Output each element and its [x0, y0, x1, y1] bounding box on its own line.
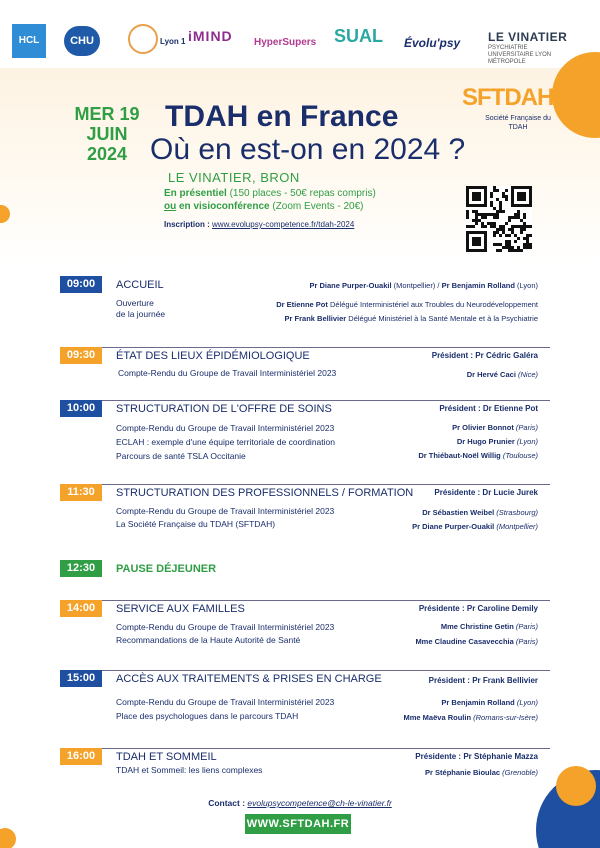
vinatier-logo: LE VINATIER [488, 30, 568, 44]
vinatier-logo-subtitle: PSYCHIATRIE UNIVERSITAIRE LYON MÉTROPOLE [488, 45, 552, 65]
date-day: MER 19 [74, 104, 140, 124]
lyon1-logo-text: Lyon 1 [160, 37, 186, 46]
session-topic: ECLAH : exemple d'une équipe territoriale de coordination [116, 437, 335, 447]
speaker: Mme Claudine Casavecchia (Paris) [415, 637, 538, 646]
session-topic: Compte-Rendu du Groupe de Travail Interministériel 2023 [116, 506, 335, 516]
registration-link[interactable]: www.evolupsy-competence.fr/tdah-2024 [212, 220, 355, 229]
hcl-logo: HCL [12, 24, 46, 58]
page-title: TDAH en France [165, 100, 399, 133]
imind-logo: iMIND [188, 28, 233, 44]
event-date [62, 104, 152, 164]
session-topic: Recommandations de la Haute Autorité de Santé [116, 635, 301, 645]
decor-circle-icon [0, 828, 16, 848]
evolupsy-logo: Évolu'psy [404, 36, 461, 50]
sftdah-logo: SFTDAH [462, 84, 554, 111]
session-topic: La Société Française du TDAH (SFTDAH) [116, 519, 276, 529]
session-title: STRUCTURATION DE L'OFFRE DE SOINS [116, 403, 332, 415]
contact: Contact : evolupsycompetence@ch-le-vinatier.fr [208, 798, 392, 808]
divider [102, 347, 550, 348]
speaker: Dr Sébastien Weibel (Strasbourg) [422, 508, 538, 517]
time-badge: 09:00 [60, 276, 102, 293]
session-title: ACCÈS AUX TRAITEMENTS & PRISES EN CHARGE [116, 673, 382, 685]
chu-logo: CHU [64, 26, 100, 56]
session-president: Présidente : Dr Lucie Jurek [434, 488, 538, 497]
session-president: Président : Pr Cédric Galéra [431, 351, 538, 360]
divider [102, 600, 550, 601]
time-badge: 12:30 [60, 560, 102, 577]
page-subtitle: Où en est-on en 2024 ? [150, 133, 466, 166]
session-president: Président : Pr Frank Bellivier [428, 676, 538, 685]
speaker: Pr Diane Purper-Ouakil (Montpellier) / Pr Benjamin Rolland (Lyon) [309, 281, 538, 290]
speaker: Mme Christine Getin (Paris) [440, 622, 538, 631]
contact-email[interactable]: evolupsycompetence@ch-le-vinatier.fr [247, 798, 392, 808]
session-topic: TDAH et Sommeil: les liens complexes [116, 765, 263, 775]
time-badge: 11:30 [60, 484, 102, 501]
session-topic: de la journée [116, 309, 166, 319]
speaker: Dr Hervé Caci (Nice) [466, 370, 538, 379]
speaker: Pr Frank Bellivier Délégué Ministériel à la Santé Mentale et à la Psychiatrie [284, 314, 538, 323]
venue: LE VINATIER, BRON [168, 170, 300, 185]
sual-logo: SUAL [334, 26, 383, 46]
session-topic: Compte-Rendu du Groupe de Travail Interministériel 2023 [116, 622, 335, 632]
date-year: 2024 [86, 144, 128, 164]
session-title: PAUSE DÉJEUNER [116, 563, 217, 575]
session-title: ACCUEIL [116, 279, 164, 291]
attendance-online: ou en visioconférence (Zoom Events - 20€) [164, 201, 364, 212]
qr-code-icon[interactable] [466, 186, 532, 252]
session-title: TDAH ET SOMMEIL [116, 751, 217, 763]
divider [102, 748, 550, 749]
session-title: SERVICE AUX FAMILLES [116, 603, 245, 615]
divider [102, 400, 550, 401]
speaker: Mme Maëva Roulin (Romans-sur-Isère) [403, 713, 538, 722]
session-topic: Ouverture [116, 298, 154, 308]
registration: Inscription : www.evolupsy-competence.fr/tdah-2024 [164, 220, 355, 229]
speaker: Pr Benjamin Rolland (Lyon) [441, 698, 538, 707]
hypersupers-logo: HyperSupers [254, 37, 317, 48]
speaker: Pr Olivier Bonnot (Paris) [452, 423, 538, 432]
session-topic: Compte-Rendu du Groupe de Travail Interministériel 2023 [118, 368, 337, 378]
decor-circle-icon [556, 766, 596, 806]
session-president: Président : Dr Etienne Pot [439, 404, 538, 413]
attendance-onsite: En présentiel (150 places - 50€ repas compris) [164, 188, 376, 199]
divider [102, 670, 550, 671]
website-button[interactable]: WWW.SFTDAH.FR [245, 814, 351, 834]
time-badge: 10:00 [60, 400, 102, 417]
divider [102, 484, 550, 485]
session-title: STRUCTURATION DES PROFESSIONNELS / FORMATION [116, 487, 414, 499]
speaker: Dr Hugo Prunier (Lyon) [456, 437, 538, 446]
partner-logos [0, 0, 600, 68]
session-topic: Compte-Rendu du Groupe de Travail Interministériel 2023 [116, 423, 335, 433]
time-badge: 15:00 [60, 670, 102, 687]
session-title: ÉTAT DES LIEUX ÉPIDÉMIOLOGIQUE [116, 350, 310, 362]
sftdah-name: Société Française du TDAH [485, 115, 551, 131]
lyon1-logo-icon [128, 24, 158, 54]
speaker: Dr Thiébaut-Noël Willig (Toulouse) [418, 451, 538, 460]
speaker: Pr Diane Purper-Ouakil (Montpellier) [412, 522, 538, 531]
session-topic: Compte-Rendu du Groupe de Travail Interministériel 2023 [116, 697, 335, 707]
date-month: JUIN [86, 124, 128, 144]
time-badge: 16:00 [60, 748, 102, 765]
session-president: Présidente : Pr Stéphanie Mazza [415, 752, 538, 761]
speaker: Dr Etienne Pot Délégué Interministériel aux Troubles du Neurodéveloppement [276, 300, 538, 309]
session-topic: Parcours de santé TSLA Occitanie [116, 451, 246, 461]
speaker: Pr Stéphanie Bioulac (Grenoble) [425, 768, 538, 777]
time-badge: 09:30 [60, 347, 102, 364]
time-badge: 14:00 [60, 600, 102, 617]
session-president: Présidente : Pr Caroline Demily [418, 604, 538, 613]
session-topic: Place des psychologues dans le parcours TDAH [116, 711, 299, 721]
